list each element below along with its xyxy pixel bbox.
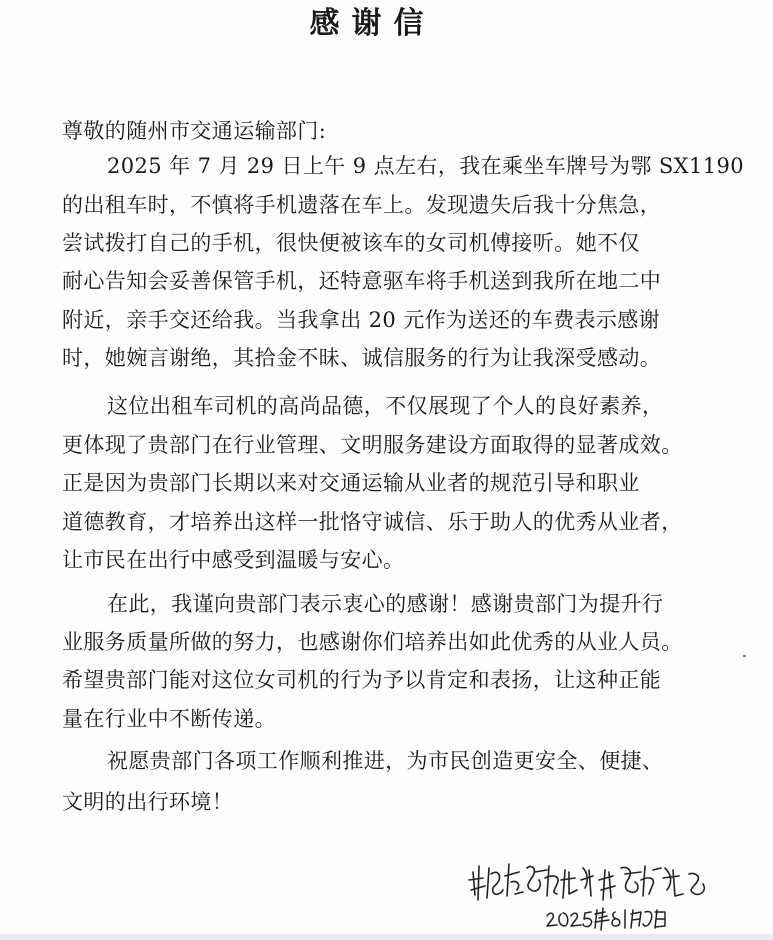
body-line-2: 的出租车时，不慎将手机遗落在车上。发现遗失后我十分焦急， <box>62 193 662 217</box>
body-line-14: 希望贵部门能对这位女司机的行为予以肯定和表扬，让这种正能 <box>62 668 662 692</box>
body-line-10: 道德教育，才培养出这样一批恪守诚信、乐于助人的优秀从业者， <box>62 510 683 534</box>
body-line-16: 祝愿贵部门各项工作顺利推进，为市民创造更安全、便捷、 <box>107 749 664 773</box>
body-line-9: 正是因为贵部门长期以来对交通运输从业者的规范引导和职业 <box>62 471 640 495</box>
body-line-12: 在此，我谨向贵部门表示衷心的感谢！感谢贵部门为提升行 <box>107 592 664 616</box>
handwritten-signature <box>465 850 715 935</box>
body-line-4: 耐心告知会妥善保管手机，还特意驱车将手机送到我所在地二中 <box>62 269 662 293</box>
scan-border <box>0 934 773 940</box>
body-line-1: 2025 年 7 月 29 日上午 9 点左右，我在乘坐车牌号为鄂 SX1190 <box>107 154 745 178</box>
body-line-15: 量在行业中不断传递。 <box>62 707 276 731</box>
body-line-6: 时，她婉言谢绝，其拾金不昧、诚信服务的行为让我深受感动。 <box>62 346 662 370</box>
body-line-11: 让市民在出行中感受到温暖与安心。 <box>62 548 405 572</box>
body-line-5: 附近，亲手交还给我。当我拿出 20 元作为送还的车费表示感谢 <box>62 308 661 332</box>
letter-title: 感谢信 <box>309 6 436 41</box>
body-line-17: 文明的出行环境！ <box>62 790 234 814</box>
body-line-13: 业服务质量所做的努力，也感谢你们培养出如此优秀的从业人员。 <box>62 630 683 654</box>
signature-scribble <box>465 850 715 935</box>
body-line-7: 这位出租车司机的高尚品德，不仅展现了个人的良好素养， <box>107 394 664 418</box>
body-line-8: 更体现了贵部门在行业管理、文明服务建设方面取得的显著成效。 <box>62 433 683 457</box>
salutation: 尊敬的随州市交通运输部门: <box>62 119 327 143</box>
scan-speck <box>743 655 746 657</box>
body-line-3: 尝试拨打自己的手机，很快便被该车的女司机傅接听。她不仅 <box>62 231 640 255</box>
